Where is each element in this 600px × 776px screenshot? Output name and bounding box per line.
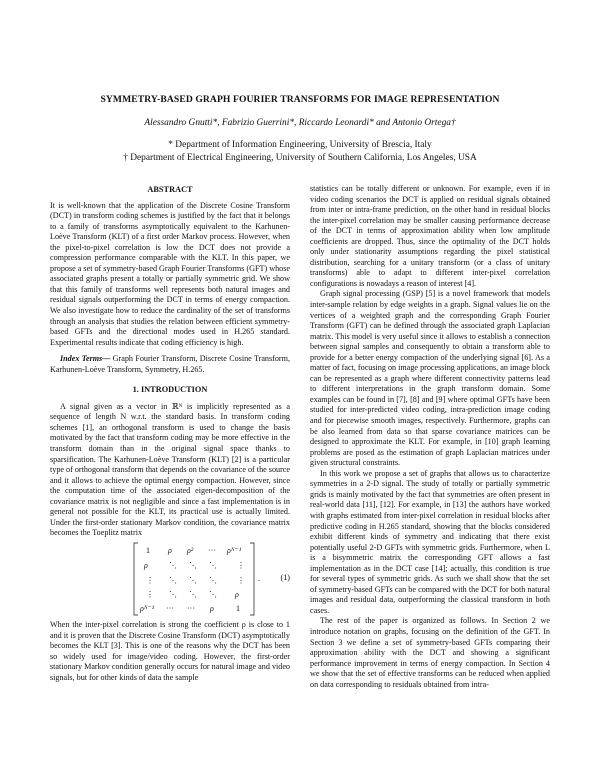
matrix-r4c5: ρ: [235, 589, 239, 599]
equation-1: [50, 541, 290, 617]
right-column: [310, 184, 550, 690]
matrix-r3c4-ddots: ⋱: [209, 575, 217, 585]
matrix-r1c3: ρ²: [187, 545, 194, 555]
intro-paragraph-2: When the inter-pixel correlation is strong the coefficient ρ is close to 1 and it is proven that the Discrete Cosine Transform (DCT) asymptotically becomes the KLT [3]. This is one of the reasons why the DCT has been so widely used for image/video coding. However, the first-order stationary Markov condition generally occurs for natural image and video signals, but for other kinds of data the sample: [50, 619, 290, 682]
matrix-r1c4: ···: [208, 545, 216, 555]
matrix-r3c3-ddots: ⋱: [189, 575, 197, 585]
matrix-r3c5-vdots: ⋮: [237, 575, 245, 585]
matrix-r5c3: ···: [187, 603, 195, 613]
toeplitz-matrix: [50, 541, 290, 617]
matrix-r2c4-ddots: ⋱: [209, 560, 217, 570]
matrix-r5c4: ρ: [210, 603, 214, 613]
index-terms: [50, 354, 290, 375]
matrix-r1c1: 1: [146, 545, 150, 555]
matrix-left-bracket: [134, 543, 138, 615]
equation-number: (1): [280, 572, 290, 582]
intro-paragraph-1: A signal given as a vector in ℝᴺ is implicitly represented as a sequence of length N w.r.t. the standard basis. In transform coding schemes [1], an orthogonal transform is used to change the basis motivated by the fact that transform coding may be more effective in the transform domain than in the original signal space thanks to sparsification. The Karhunen-Loève Transform (KLT) [2] is a particular type of orthogonal transform that depends on the covariance of the source and it allows to achieve the optimal energy compaction. However, since the computation time of the associated eigen-decomposition of the covariance matrix is not negligible and since a fast implementation is in general not possible for the KLT, its practical use is actually limited. Under the first-order stationary Markov condition, the covariance matrix becomes the Toeplitz matrix: [50, 401, 290, 538]
matrix-r3c2-ddots: ⋱: [169, 575, 177, 585]
affiliation-usc: † Department of Electrical Engineering, University of Southern California, Los Angeles, USA: [123, 153, 477, 163]
matrix-r3c1-vdots: ⋮: [146, 575, 154, 585]
matrix-r5c2: ···: [166, 603, 174, 613]
right-paragraph-4: The rest of the paper is organized as follows. In Section 2 we introduce notation on graphs, focusing on the definition of the GFT. In Section 3 we define a set of symmetry-based GFTs comparing their approximation ability with the DCT and showing a significant performance improvement in terms of energy compaction. In Section 4 we show that the set of effective transforms can be reduced when applied on data corresponding to residuals obtained from intra-: [310, 616, 550, 689]
matrix-r4c2-ddots: ⋱: [169, 589, 177, 599]
abstract-heading: ABSTRACT: [147, 185, 193, 194]
matrix-right-bracket: [250, 543, 254, 615]
right-paragraph-2: Graph signal processing (GSP) [5] is a novel framework that models inter-sample relation by edge weights in a graph. Signal values lie on the vertices of a weighted graph and the corresponding Graph Fourier Transform (GFT) can be defined through the associated graph Laplacian matrix. This model is very useful since it allows to establish a connection between signal samples and consequently to obtain a transform able to provide for a better energy compaction of the underlying signal [6]. As a matter of fact, focusing on image processing applications, an image block can be represented as a graph where different connectivity patterns lead to different interpretations in the graph transform domain. Some examples can be found in [7], [8] and [9] where optimal GFTs have been studied for inter-predicted video coding, intra-prediction image coding and for piecewise smooth images, respectively. Furthermore, graphs can be also learned from data so that sparse covariance matrices can be designed to approximate the KLT. For example, in [10] graph learning problems are posed as the estimation of graph Laplacian matrices under given structural constraints.: [310, 289, 550, 468]
index-terms-text: Graph Fourier Transform, Discrete Cosine Transform, Karhunen-Loève Transform, Symmetry, H.265.: [50, 354, 290, 374]
left-column: [50, 185, 290, 683]
matrix-r1c5: ρᴺ⁻¹: [227, 545, 242, 555]
matrix-r5c1: ρᴺ⁻¹: [140, 603, 155, 613]
abstract-text: It is well-known that the application of the Discrete Cosine Transform (DCT) in transform coding schemes is justified by the fact that it belongs to a family of transforms asymptotically equivalent to the Karhunen-Loève Transform (KLT) of a first order Markov process. However, when the pixel-to-pixel correlation is low the DCT does not provide a compression performance comparable with the KLT. In this paper, we propose a set of symmetry-based Graph Fourier Transforms (GFT) whose associated graphs present a totally or partially symmetric grid. We show that this family of transforms well represents both natural images and residual signals outperforming the DCT in terms of energy compaction. We also investigate how to reduce the cardinality of the set of transforms through an analysis that studies the relation between efficient symmetry-based GFTs and the directional modes used in H.265 standard. Experimental results indicate that coding efficiency is high.: [50, 200, 290, 347]
matrix-r4c4-ddots: ⋱: [209, 589, 217, 599]
matrix-r2c3-ddots: ⋱: [189, 560, 197, 570]
affiliation-brescia: * Department of Information Engineering, University of Brescia, Italy: [168, 140, 432, 150]
matrix-r2c1: ρ: [144, 560, 148, 570]
right-paragraph-3: In this work we propose a set of graphs that allows us to characterize symmetries in a 2-D signal. The study of totally or partially symmetric grids is mainly motivated by the fact that symmetries are often present in real-world data [11], [12]. For example, in [13] the authors have worked with graphs estimated from inter-pixel correlation in residual blocks after predictive coding in H.265 standard, showing that the blocks considered exhibit different kinds of symmetry and indicating that there exist potentially useful 2-D GFTs with symmetric grids. Furthermore, when L is a bisymmetric matrix the corresponding GFT allows a fast implementation as in the DCT case [14]; actually, this condition is true for several types of symmetric grids. As such we shall show that the set of symmetry-based GFTs can be compared with the DCT for both natural images and residual data, outperforming the classical transform in both cases.: [310, 468, 550, 615]
matrix-r1c2: ρ: [168, 545, 172, 555]
right-paragraph-1: statistics can be totally different or unknown. For example, even if in video coding scenarios the DCT is applied on residual signals obtained from inter or intra-frame prediction, on the other hand in residual blocks the inter-pixel correlation may be smaller causing performance decrease of the DCT in terms of approximation ability when low amplitude coefficients are dropped. Thus, since the optimality of the DCT holds only under stationarity assumptions regarding the pixel statistical distribution, searching for a unitary transform (or a class of unitary transforms) able to adapt to different inter-pixel correlation configurations is nowadays a reason of interest [4].: [310, 184, 550, 288]
author-list: Alessandro Gnutti*, Fabrizio Guerrini*, Riccardo Leonardi* and Antonio Ortega†: [144, 118, 456, 128]
index-terms-label: Index Terms—: [60, 354, 111, 364]
matrix-r4c1-vdots: ⋮: [146, 589, 154, 599]
matrix-r2c5-vdots: ⋮: [237, 560, 245, 570]
paper-title: SYMMETRY-BASED GRAPH FOURIER TRANSFORMS FOR IMAGE REPRESENTATION: [100, 94, 500, 105]
matrix-period: .: [258, 573, 260, 583]
matrix-r5c5: 1: [236, 603, 240, 613]
introduction-heading: 1. INTRODUCTION: [132, 385, 208, 395]
matrix-r2c2-ddots: ⋱: [169, 560, 177, 570]
matrix-r4c3-ddots: ⋱: [189, 589, 197, 599]
